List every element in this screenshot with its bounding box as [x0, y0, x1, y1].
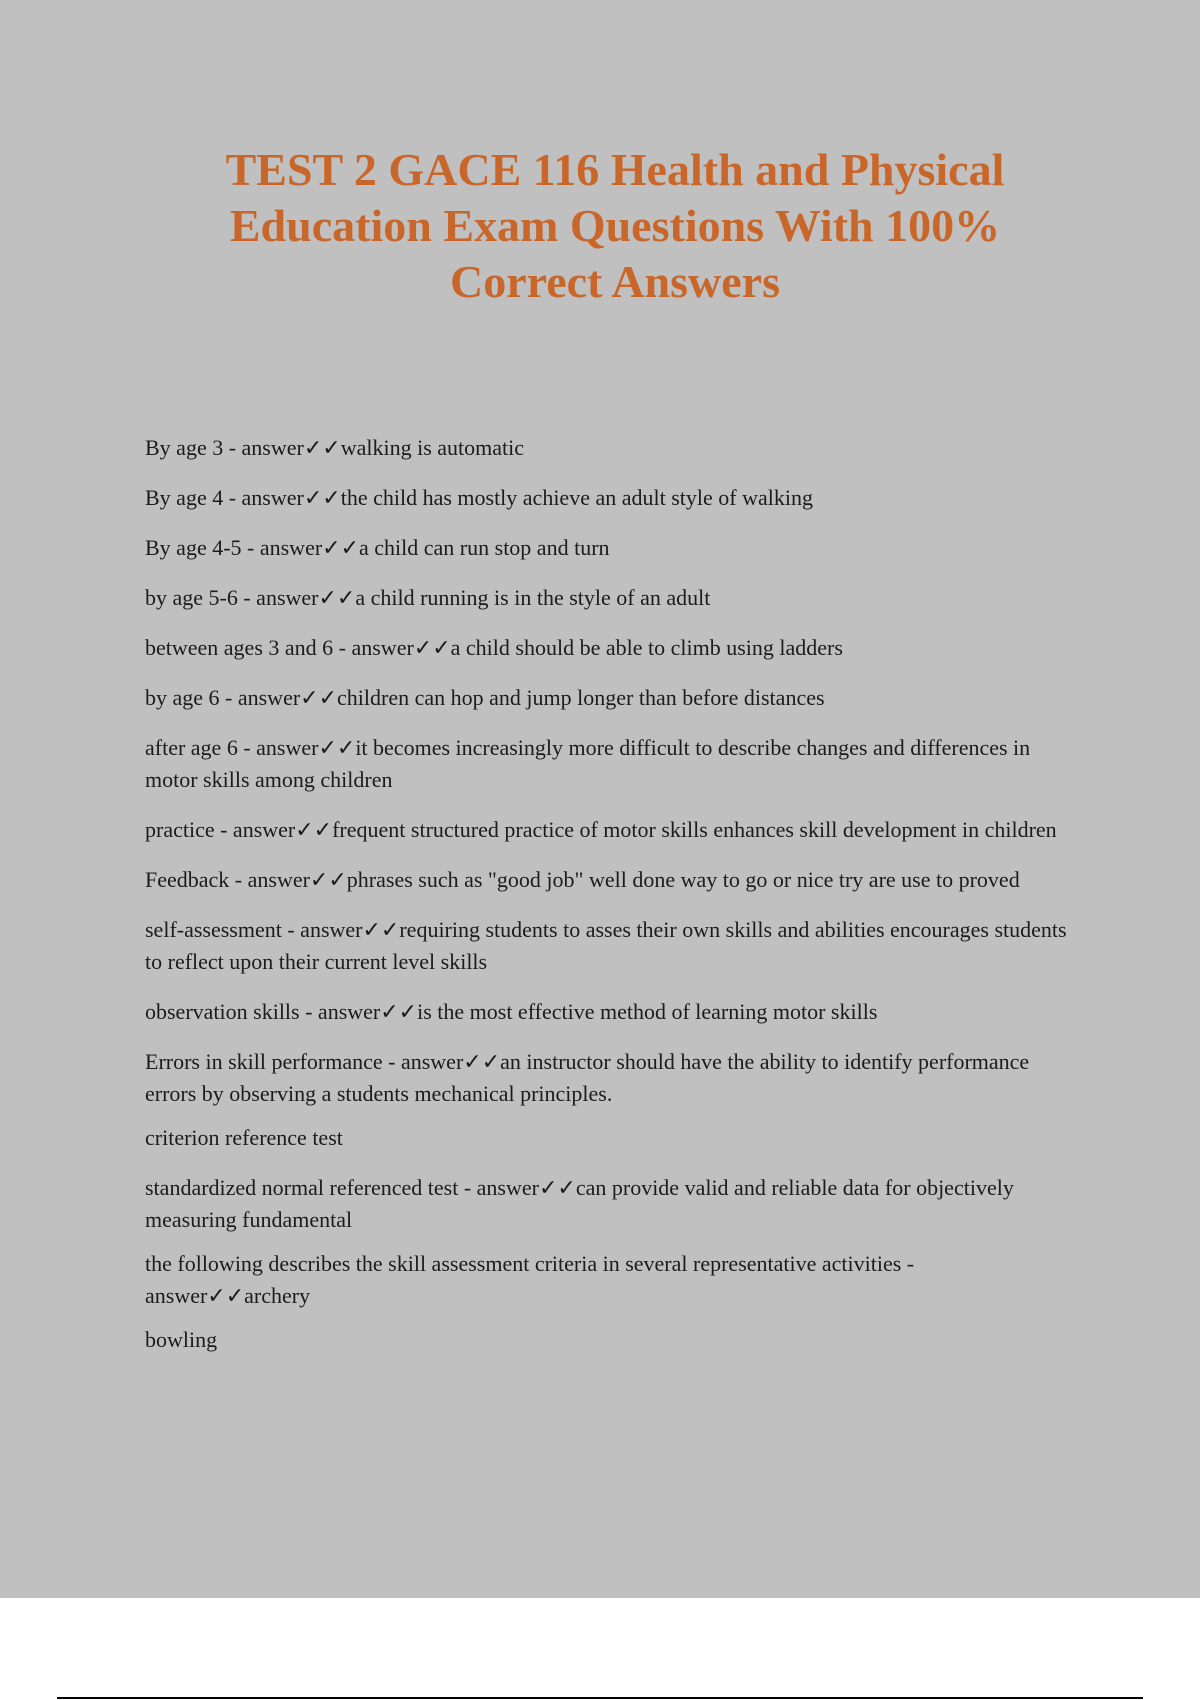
qa-item: Feedback - answer✓✓phrases such as "good job" well done way to go or nice try are use to proved [145, 867, 1020, 892]
qa-item: criterion reference test [145, 1125, 343, 1150]
qa-list [145, 432, 1080, 1374]
document-title: TEST 2 GACE 116 Health and Physical Education Exam Questions With 100% Correct Answers [225, 144, 1005, 307]
qa-item: after age 6 - answer✓✓it becomes increasingly more difficult to describe changes and differences in motor skills among children [145, 735, 1031, 792]
qa-item: practice - answer✓✓frequent structured practice of motor skills enhances skill development in children [145, 817, 1057, 842]
qa-item: observation skills - answer✓✓is the most effective method of learning motor skills [145, 999, 878, 1024]
qa-item: the following describes the skill assessment criteria in several representative activities - answer✓✓archery [145, 1251, 915, 1308]
qa-item: By age 4-5 - answer✓✓a child can run stop and turn [145, 535, 610, 560]
qa-item: Errors in skill performance - answer✓✓an instructor should have the ability to identify performance errors by observing a students mechanical principles. [145, 1049, 1030, 1106]
footer-divider [57, 1697, 1143, 1699]
qa-item: self-assessment - answer✓✓requiring students to asses their own skills and abilities encourages students to reflect upon their current level skills [145, 917, 1067, 974]
qa-item: bowling [145, 1327, 218, 1352]
qa-item: By age 3 - answer✓✓walking is automatic [145, 435, 524, 460]
qa-item: by age 5-6 - answer✓✓a child running is in the style of an adult [145, 585, 711, 610]
qa-item: between ages 3 and 6 - answer✓✓a child should be able to climb using ladders [145, 635, 843, 660]
qa-item: By age 4 - answer✓✓the child has mostly achieve an adult style of walking [145, 485, 813, 510]
qa-item: by age 6 - answer✓✓children can hop and jump longer than before distances [145, 685, 825, 710]
qa-item: standardized normal referenced test - answer✓✓can provide valid and reliable data for objectively measuring fundamental [145, 1175, 1014, 1232]
